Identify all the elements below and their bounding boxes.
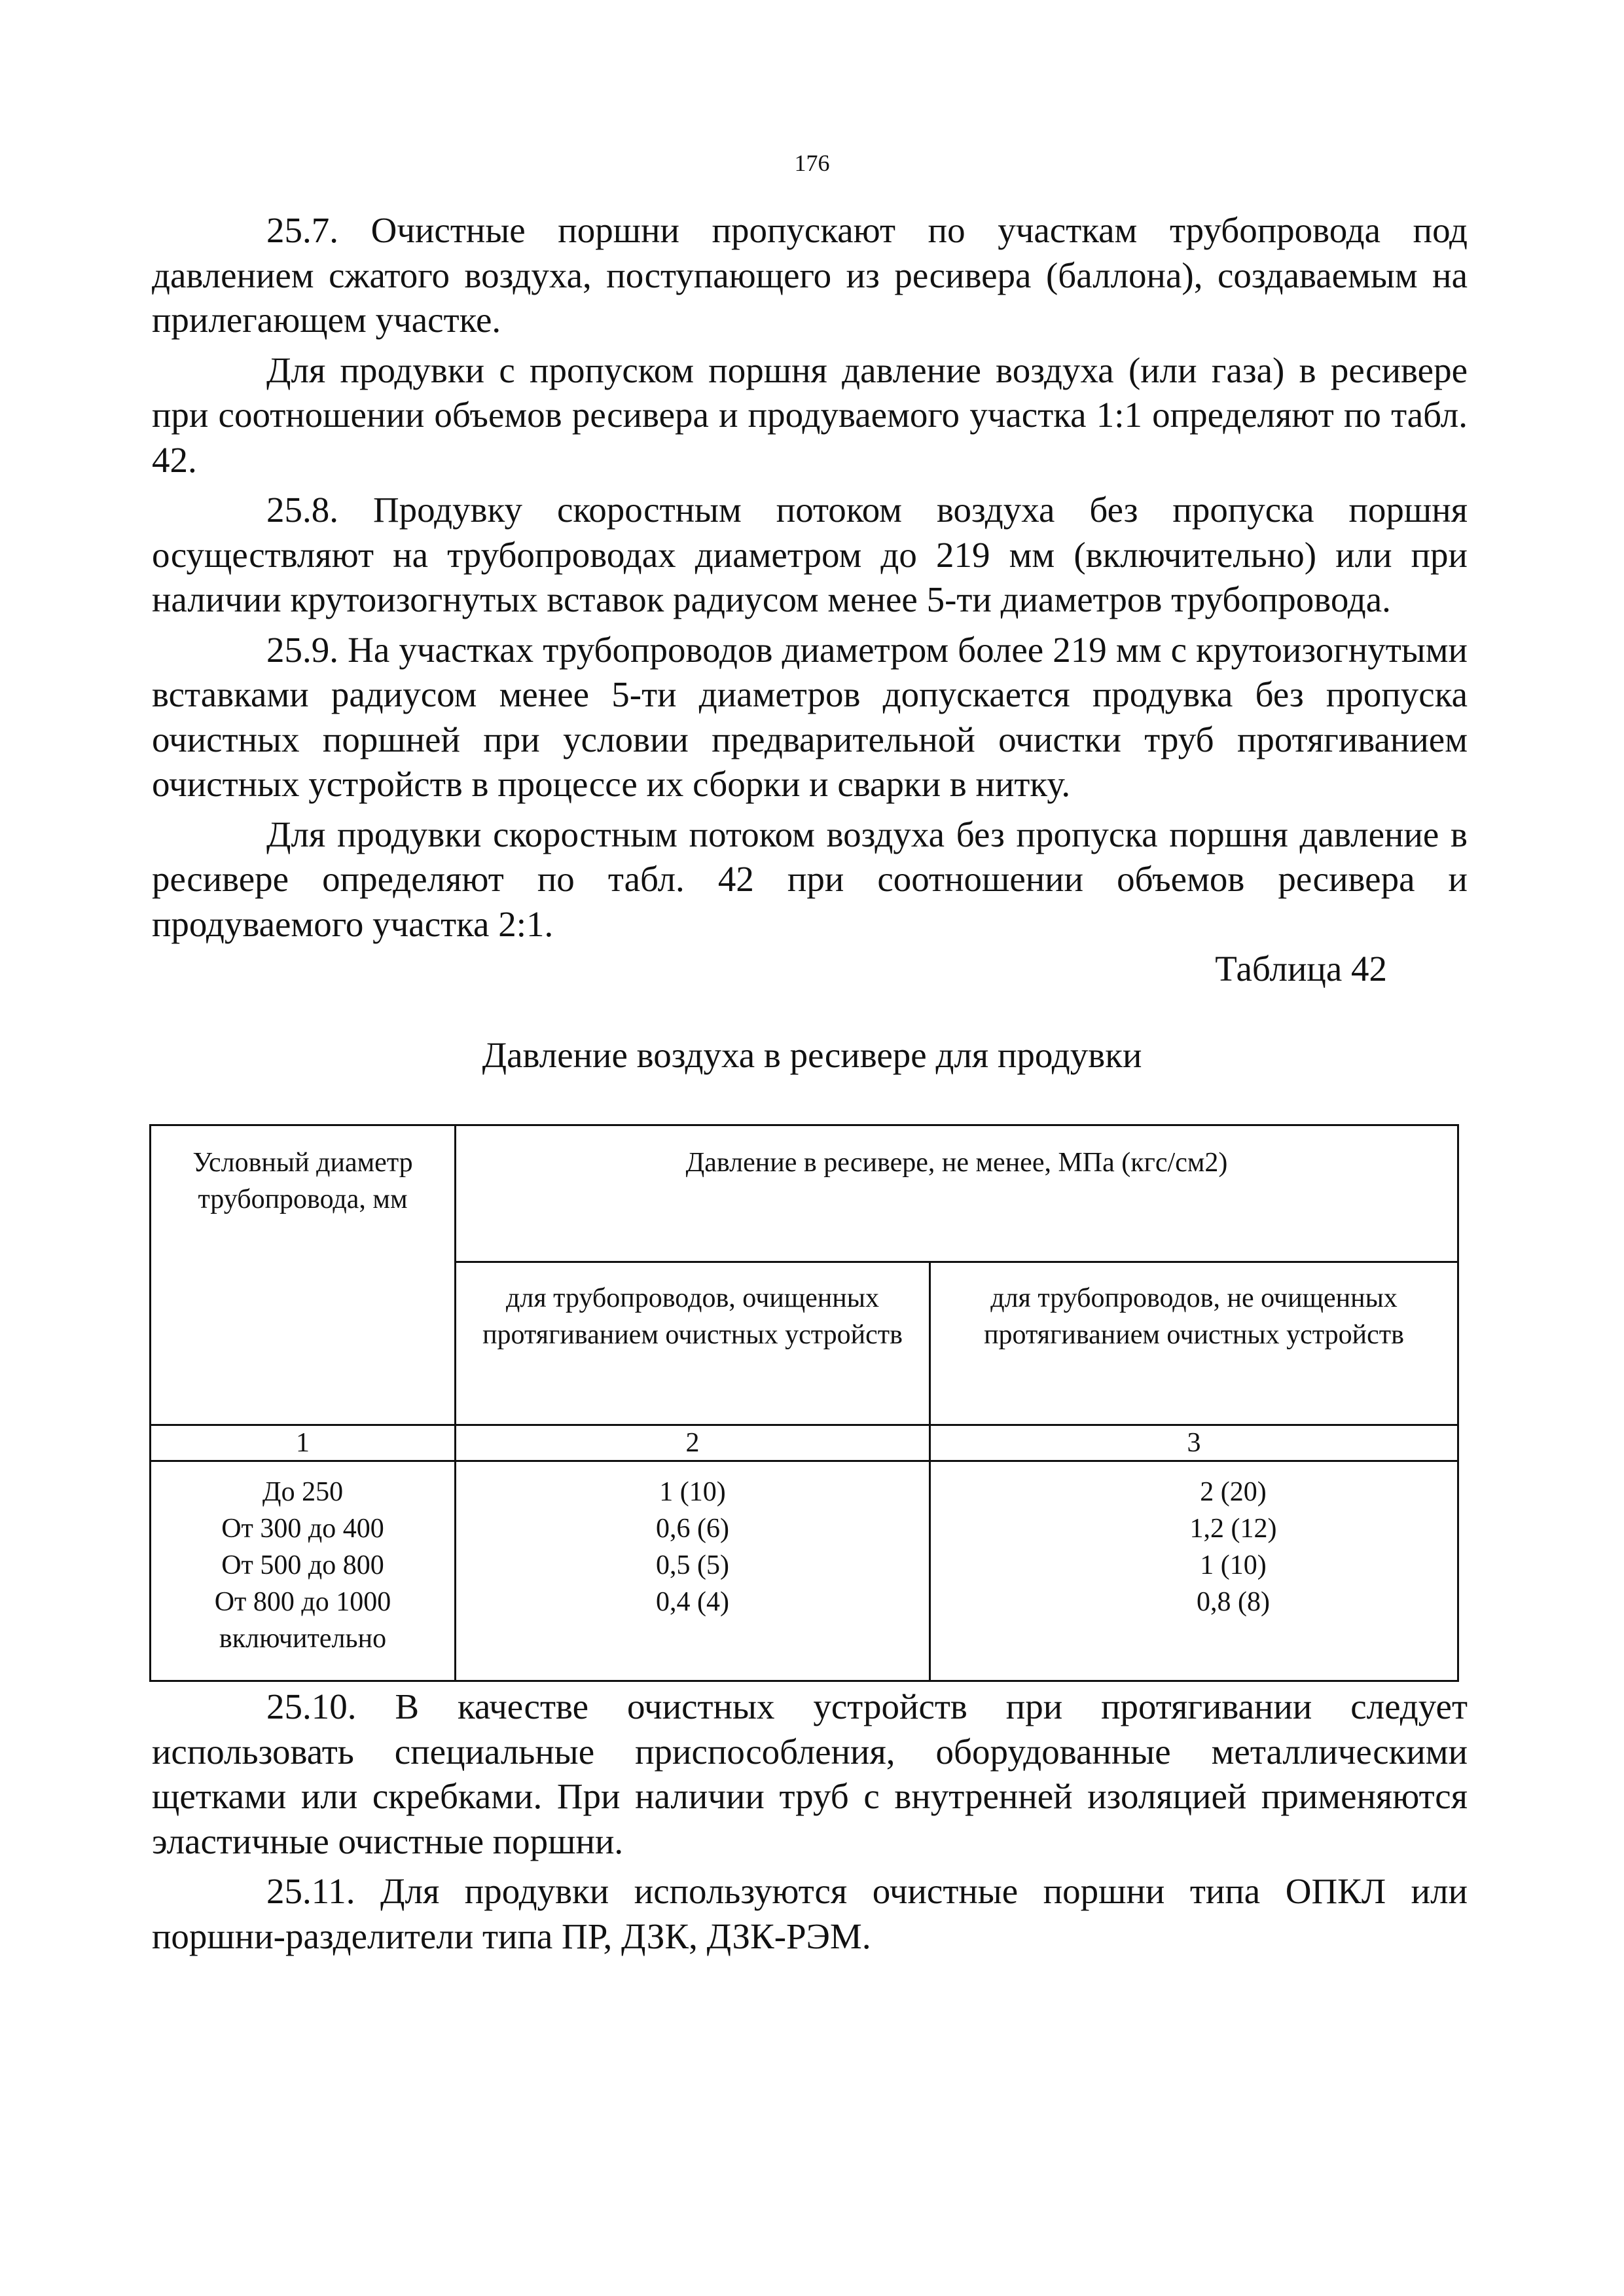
header-cleaned: для трубопроводов, очищенных протягиванием очистных устройств [456,1262,930,1425]
page-number: 176 [794,150,830,176]
not-cleaned-value: 1 (10) [1200,1550,1267,1580]
cleaned-value: 0,4 (4) [656,1587,729,1617]
cleaned-value: 0,6 (6) [656,1514,729,1544]
paragraph-25-9: 25.9. На участках трубопроводов диаметром более 219 мм с крутоизогнутыми вставками радиусом менее 5-ти диаметров допускается продувка без пропуска очистных поршней при условии предварительной очистки труб протягиванием очистных устройств в процессе их сборки и сварки в нитку. [152,629,1468,804]
paragraph-25-10: 25.10. В качестве очистных устройств при протягивании следует использовать специальные приспособления, оборудованные металлическими щетками или скребками. При наличии труб с внутренней изоляцией применяются эластичные очистные поршни. [152,1686,1468,1861]
not-cleaned-value: 0,8 (8) [1197,1587,1270,1617]
diameter-cell [151,1461,456,1681]
table-header-row [151,1125,1458,1262]
header-pressure: Давление в ресивере, не менее, МПа (кгс/см2) [456,1125,1458,1262]
column-number: 3 [930,1425,1458,1461]
diameter-value: От 800 до 1000 [214,1587,391,1617]
not-cleaned-value: 1,2 (12) [1189,1514,1277,1544]
paragraph-purge-without-piston: Для продувки скоростным потоком воздуха без пропуска поршня давление в ресивере определяют по табл. 42 при соотношении объемов ресивера и продуваемого участка 2:1. [152,814,1468,944]
paragraph-25-11: 25.11. Для продувки используются очистные поршни типа ОПКЛ или поршни-разделители типа ПР, ДЗК, ДЗК-РЭМ. [152,1871,1468,1956]
table-title: Давление воздуха в ресивере для продувки [482,1035,1142,1075]
header-not-cleaned: для трубопроводов, не очищенных протягиванием очистных устройств [930,1262,1458,1425]
diameter-value: включительно [219,1624,387,1654]
table-label: Таблица 42 [1215,949,1387,989]
column-number: 2 [456,1425,930,1461]
diameter-value: От 500 до 800 [221,1550,384,1580]
paragraph-25-8: 25.8. Продувку скоростным потоком воздуха без пропуска поршня осуществляют на трубопроводах диаметром до 219 мм (включительно) или при наличии крутоизогнутых вставок радиусом менее 5-ти диаметров трубопровода. [152,490,1468,619]
not-cleaned-values-cell [930,1461,1458,1681]
paragraph-25-7: 25.7. Очистные поршни пропускают по участкам трубопровода под давлением сжатого воздуха, поступающего из ресивера (баллона), создаваемым на прилегающем участке. [152,210,1468,340]
diameter-value: От 300 до 400 [221,1514,384,1544]
diameter-value: До 250 [262,1477,344,1507]
cleaned-values-cell [456,1461,930,1681]
header-diameter: Условный диаметр трубопровода, мм [151,1125,456,1425]
table-column-numbers-row [151,1425,1458,1461]
paragraph-purge-with-piston: Для продувки с пропуском поршня давление воздуха (или газа) в ресивере при соотношении объемов ресивера и продуваемого участка 1:1 определяют по табл. 42. [152,350,1468,480]
column-number: 1 [151,1425,456,1461]
body-text-bottom [152,1685,1468,1959]
cleaned-value: 1 (10) [659,1477,726,1507]
pressure-table [149,1124,1459,1682]
cleaned-value: 0,5 (5) [656,1550,729,1580]
not-cleaned-value: 2 (20) [1200,1477,1267,1507]
table-body-row [151,1461,1458,1681]
body-text-top [152,208,1468,947]
